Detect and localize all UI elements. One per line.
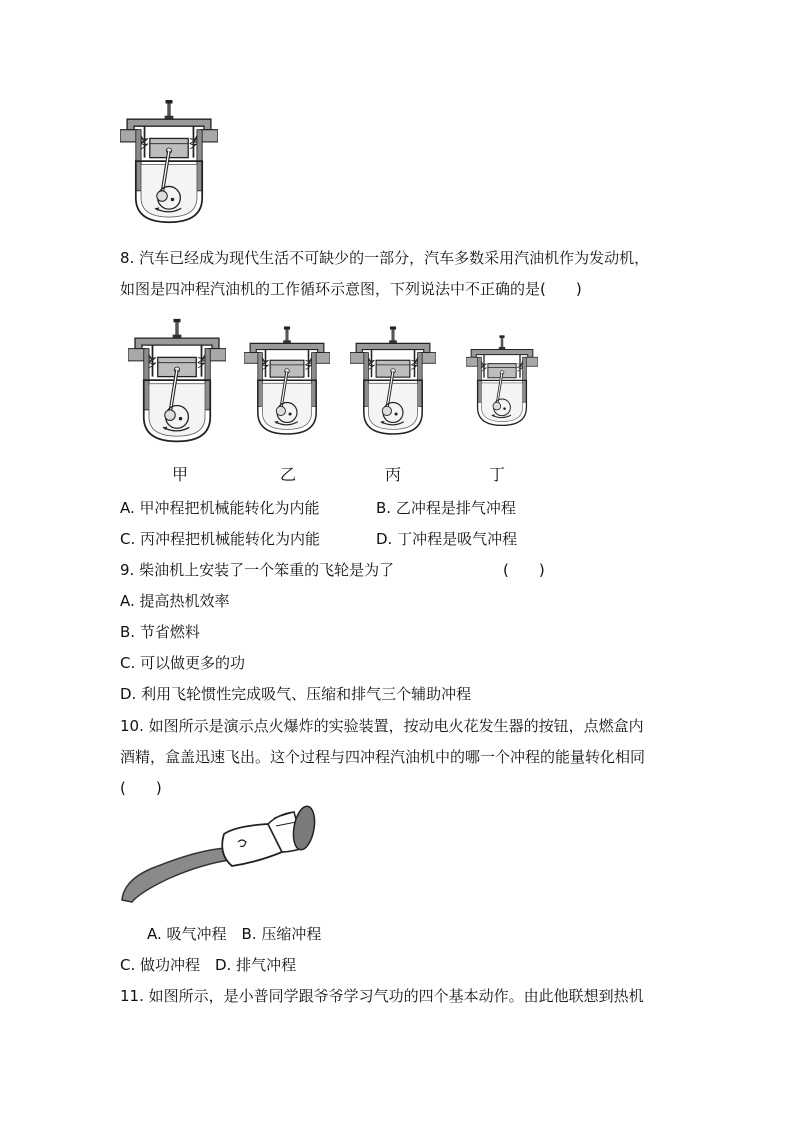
ignition-device-figure (118, 804, 320, 904)
engine-label-bing: 丙 (385, 465, 402, 484)
q10-options-ab: A. 吸气冲程 B. 压缩冲程 (147, 925, 322, 943)
q10-stem-line2: 酒精，盒盖迅速飞出。这个过程与四冲程汽油机中的哪一个冲程的能量转化相同 (120, 748, 646, 766)
q9-option-d: D. 利用飞轮惯性完成吸气、压缩和排气三个辅助冲程 (120, 685, 472, 703)
q10-stem-line3: ( ) (120, 779, 162, 797)
engine-figure-bing (350, 312, 436, 450)
q8-option-c: C. 丙冲程把机械能转化为内能 (120, 530, 321, 548)
q8-stem-line1: 8. 汽车已经成为现代生活不可缺少的一部分，汽车多数采用汽油机作为发动机， (120, 249, 650, 267)
q10-options-cd: C. 做功冲程 D. 排气冲程 (120, 956, 297, 974)
q9-paren: ( ) (503, 561, 545, 579)
engine-label-ding: 丁 (489, 465, 506, 484)
q9-option-a: A. 提高热机效率 (120, 592, 230, 610)
q9-option-c: C. 可以做更多的功 (120, 654, 246, 672)
engine-figure-top (120, 100, 218, 224)
q9-stem: 9. 柴油机上安装了一个笨重的飞轮是为了 (120, 561, 395, 579)
q9-option-b: B. 节省燃料 (120, 623, 200, 641)
engine-figure-ding (466, 312, 538, 450)
engine-label-jia: 甲 (172, 465, 189, 484)
q8-option-d: D. 丁冲程是吸气冲程 (376, 530, 518, 548)
q8-option-a: A. 甲冲程把机械能转化为内能 (120, 499, 320, 517)
engine-label-yi: 乙 (280, 465, 297, 484)
engine-figure-jia (128, 312, 226, 450)
q10-stem-line1: 10. 如图所示是演示点火爆炸的实验装置，按动电火花发生器的按钮，点燃盒内 (120, 717, 644, 735)
engine-figure-yi (244, 312, 330, 450)
q8-option-b: B. 乙冲程是排气冲程 (376, 499, 516, 517)
q8-stem-line2: 如图是四冲程汽油机的工作循环示意图，下列说法中不正确的是( ) (120, 280, 582, 298)
q11-stem-line1: 11. 如图所示，是小普同学跟爷爷学习气功的四个基本动作。由此他联想到热机 (120, 987, 644, 1005)
